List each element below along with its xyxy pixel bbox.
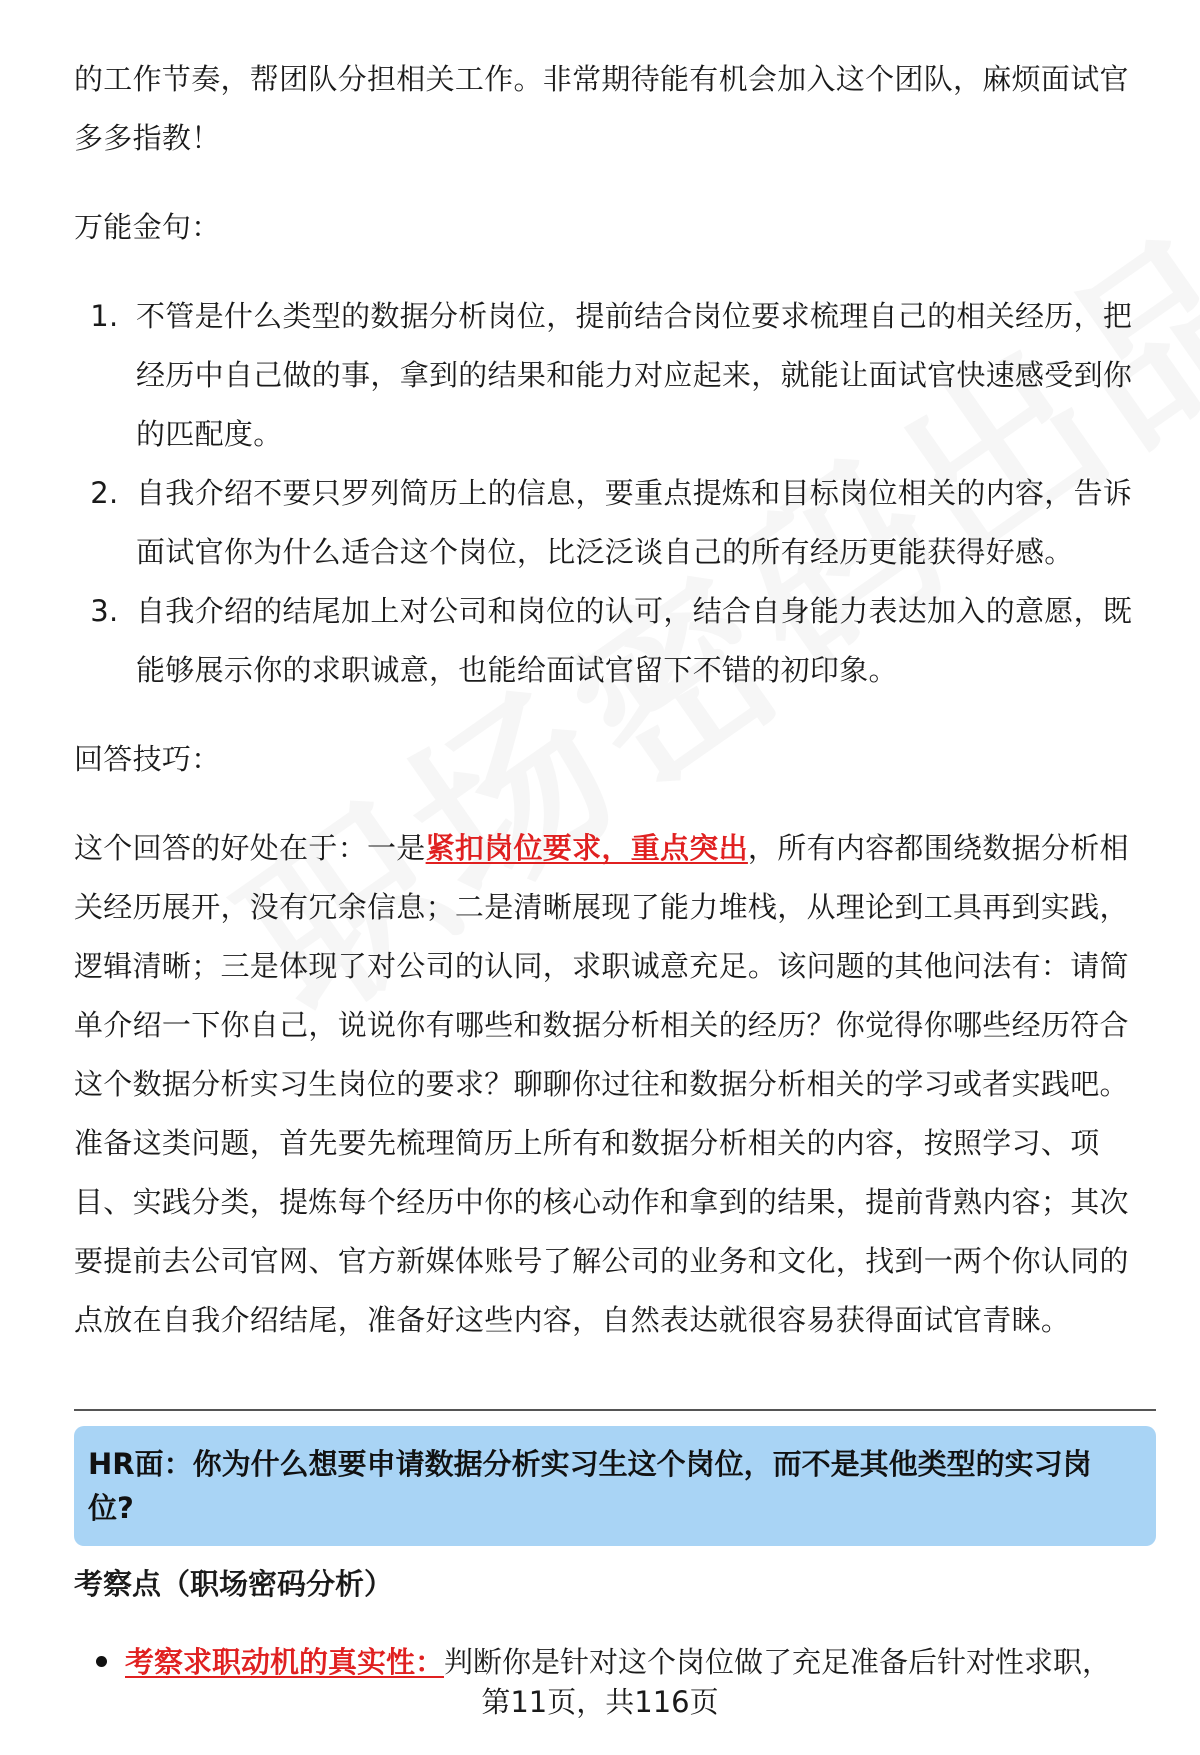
golden-sentences-list: [74, 287, 1154, 700]
exam-points-heading: 考察点（职场密码分析）: [74, 1567, 394, 1601]
list-item: 3. 自我介绍的结尾加上对公司和岗位的认可，结合自身能力表达加入的意愿，既能够展示你的求职诚意，也能给面试官留下不错的初印象。: [128, 582, 1154, 700]
list-item: 2. 自我介绍不要只罗列简历上的信息，要重点提炼和目标岗位相关的内容，告诉面试官你为什么适合这个岗位，比泛泛谈自己的所有经历更能获得好感。: [128, 464, 1154, 582]
section-divider: [74, 1409, 1156, 1411]
exam-bullet-text: 判断你是针对这个岗位做了充足准备后针对性求职，: [444, 1645, 1112, 1679]
intro-tail-paragraph: 的工作节奏，帮团队分担相关工作。非常期待能有机会加入这个团队，麻烦面试官多多指教！: [74, 62, 1129, 155]
exam-bullet-label: 考察求职动机的真实性：: [125, 1645, 445, 1679]
list-item: 1. 不管是什么类型的数据分析岗位，提前结合岗位要求梳理自己的相关经历，把经历中自己做的事，拿到的结果和能力对应起来，就能让面试官快速感受到你的匹配度。: [128, 287, 1154, 464]
hr-question-box: HR面：你为什么想要申请数据分析实习生这个岗位，而不是其他类型的实习岗位?: [74, 1426, 1156, 1546]
tips-text-rest: ，所有内容都围绕数据分析相关经历展开，没有冗余信息；二是清晰展现了能力堆栈，从理论到工具再到实践，逻辑清晰；三是体现了对公司的认同，求职诚意充足。该问题的其他问法有：请简单介绍一下你自己，说说你有哪些和数据分析相关的经历？你觉得你哪些经历符合这个数据分析实习生岗位的要求？聊聊你过往和数据分析相关的学习或者实践吧。准备这类问题，首先要先梳理简历上所有和数据分析相关的内容，按照学习、项目、实践分类，提炼每个经历中你的核心动作和拿到的结果，提前背熟内容；其次要提前去公司官网、官方新媒体账号了解公司的业务和文化，找到一两个你认同的点放在自我介绍结尾，准备好这些内容，自然表达就很容易获得面试官青睐。: [74, 831, 1129, 1337]
tips-text-start: 这个回答的好处在于：一是: [74, 831, 426, 865]
main-content: [74, 50, 1154, 1350]
page-footer: 第11页，共116页: [481, 1685, 719, 1719]
answer-tips-paragraph: [74, 819, 1154, 1350]
answer-tips-heading: 回答技巧：: [74, 742, 221, 776]
tips-highlight: 紧扣岗位要求，重点突出: [425, 831, 748, 865]
golden-sentences-heading: 万能金句：: [74, 210, 221, 244]
exam-bullet-item: [96, 1640, 1156, 1684]
bullet-dot-icon: [96, 1656, 107, 1667]
